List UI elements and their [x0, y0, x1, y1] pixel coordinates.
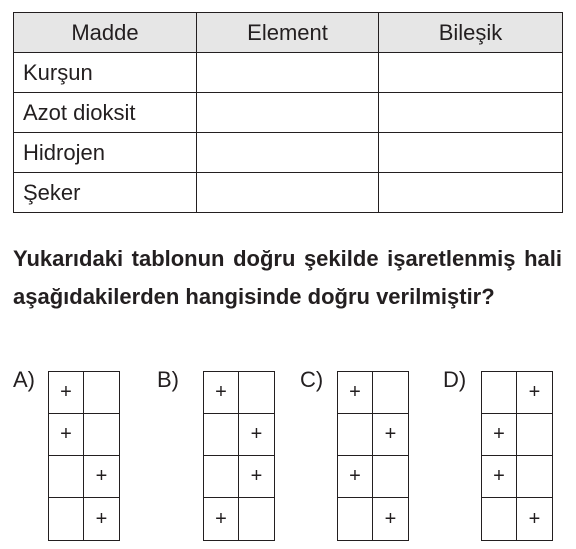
option-grid-cell — [204, 498, 239, 540]
option-grid-cell — [239, 414, 274, 456]
option-grid-cell — [482, 414, 517, 456]
element-cell — [197, 93, 379, 133]
header-element: Element — [197, 13, 379, 53]
option-grid-cell — [239, 456, 274, 498]
option-a-label[interactable]: A) — [13, 367, 35, 392]
option-grid-cell — [373, 456, 408, 498]
table-header-row — [14, 13, 563, 53]
header-bilesik: Bileşik — [379, 13, 563, 53]
option-grid-cell — [373, 372, 408, 414]
option-grid-cell — [49, 456, 84, 498]
table-row — [14, 53, 563, 93]
plus-mark: + — [493, 465, 505, 487]
option-grid-cell — [204, 414, 239, 456]
plus-mark: + — [250, 423, 263, 445]
bilesik-cell — [379, 93, 563, 133]
option-d-grid[interactable] — [481, 371, 553, 541]
plus-mark: + — [528, 507, 541, 530]
plus-mark: + — [60, 423, 72, 445]
option-grid-cell — [49, 372, 84, 414]
bilesik-cell — [379, 53, 563, 93]
element-cell — [197, 173, 379, 213]
option-grid-cell — [239, 372, 274, 414]
plus-mark: + — [95, 465, 108, 487]
question-text: Yukarıdaki tablonun doğru şekilde işaretlenmiş hali aşağıdakilerden hangisinde doğru verilmiştir? — [13, 246, 562, 309]
option-grid-cell — [482, 372, 517, 414]
option-grid-cell — [204, 372, 239, 414]
option-grid-cell — [338, 498, 373, 540]
option-grid-cell — [84, 456, 119, 498]
option-grid-cell — [84, 414, 119, 456]
option-grid-cell — [338, 414, 373, 456]
substance-name: Azot dioksit — [14, 93, 197, 133]
plus-mark: + — [349, 381, 361, 403]
plus-mark: + — [60, 381, 72, 403]
option-b-label[interactable]: B) — [157, 367, 179, 392]
table-row — [14, 133, 563, 173]
bilesik-cell — [379, 133, 563, 173]
plus-mark: + — [384, 423, 397, 445]
plus-mark: + — [493, 423, 505, 445]
table-row — [14, 93, 563, 133]
option-grid-cell — [204, 456, 239, 498]
bilesik-cell — [379, 173, 563, 213]
substance-name: Hidrojen — [14, 133, 197, 173]
option-grid-cell — [517, 414, 552, 456]
table-row — [14, 173, 563, 213]
option-grid-cell — [482, 456, 517, 498]
plus-mark: + — [215, 381, 227, 403]
option-grid-cell — [338, 456, 373, 498]
option-grid-cell — [84, 498, 119, 540]
option-grid-cell — [338, 372, 373, 414]
option-grid-cell — [49, 498, 84, 540]
plus-mark: + — [384, 507, 397, 530]
option-c-label[interactable]: C) — [300, 367, 324, 392]
element-cell — [197, 53, 379, 93]
option-d-label[interactable]: D) — [443, 367, 467, 392]
plus-mark: + — [528, 381, 541, 403]
option-grid-cell — [482, 498, 517, 540]
option-grid-cell — [517, 456, 552, 498]
substance-table — [13, 12, 563, 213]
option-grid-cell — [239, 498, 274, 540]
option-b-grid[interactable] — [203, 371, 275, 541]
option-grid-cell — [373, 498, 408, 540]
option-a-grid[interactable] — [48, 371, 120, 541]
option-grid-cell — [49, 414, 84, 456]
plus-mark: + — [95, 507, 108, 530]
header-madde: Madde — [14, 13, 197, 53]
plus-mark: + — [250, 465, 263, 487]
plus-mark: + — [349, 465, 361, 487]
element-cell — [197, 133, 379, 173]
option-c-grid[interactable] — [337, 371, 409, 541]
substance-name: Kurşun — [14, 53, 197, 93]
plus-mark: + — [215, 507, 227, 530]
option-grid-cell — [373, 414, 408, 456]
option-grid-cell — [517, 498, 552, 540]
option-grid-cell — [84, 372, 119, 414]
substance-name: Şeker — [14, 173, 197, 213]
option-grid-cell — [517, 372, 552, 414]
